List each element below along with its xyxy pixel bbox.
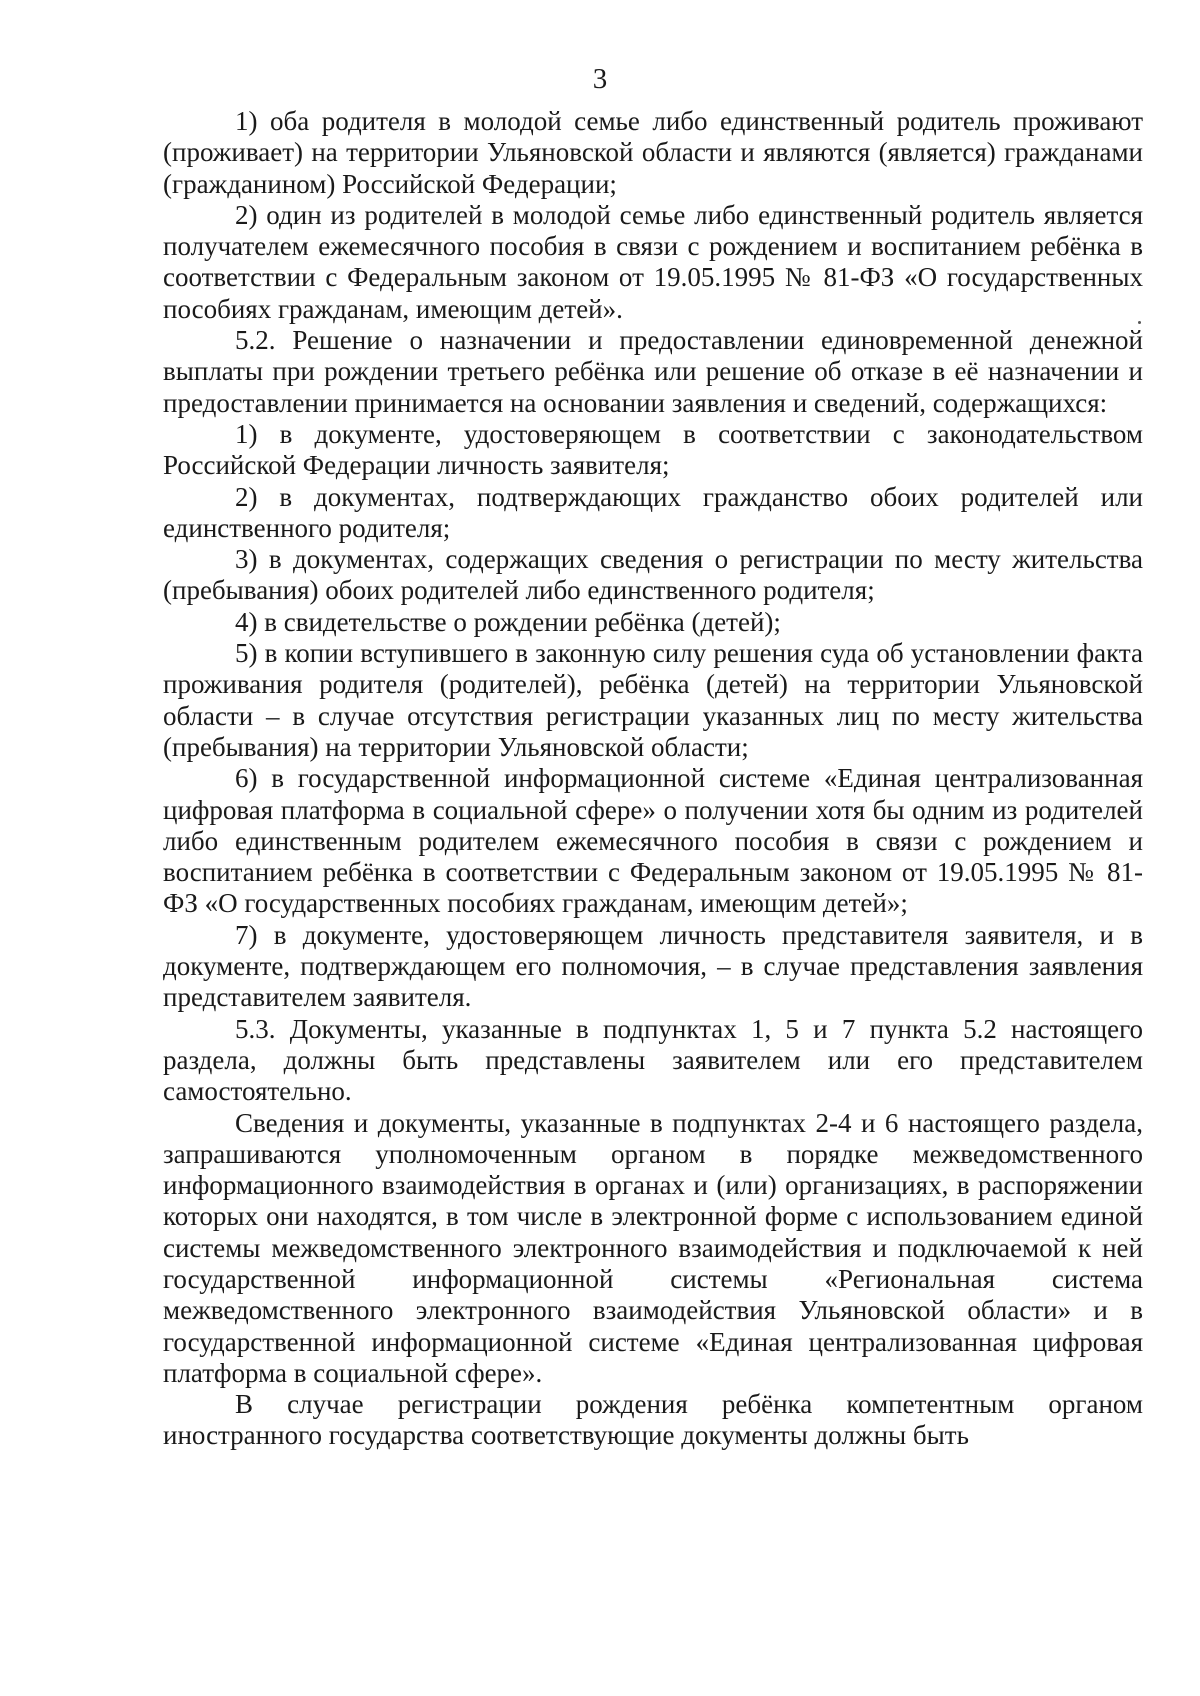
paragraph-sub-5: 5) в копии вступившего в законную силу решения суда об установлении факта проживания родителя (родителей), ребёнка (детей) на территории Ульяновской области – в случае отсутствия регистрации указанных лиц по месту жительства (пребывания) на территории Ульяновской области; (163, 638, 1143, 762)
paragraph-foreign-registration: В случае регистрации рождения ребёнка компетентным органом иностранного государства соответствующие документы должны быть (163, 1389, 1143, 1451)
paragraph-item-2: 2) один из родителей в молодой семье либо единственный родитель является получателем ежемесячного пособия в связи с рождением и воспитанием ребёнка в соответствии с Федеральным законом от 19.05.1995 № 81-ФЗ «О государственных пособиях гражданам, имеющим детей». (163, 199, 1143, 324)
paragraph-sub-6: 6) в государственной информационной системе «Единая централизованная цифровая платформа в социальной сфере» о получении хотя бы одним из родителей либо единственным родителем ежемесячного пособия в связи с рождением и воспитанием ребёнка в соответствии с Федеральным законом от 19.05.1995 № 81-ФЗ «О государственных пособиях гражданам, имеющим детей»; (163, 763, 1143, 919)
paragraph-sub-2: 2) в документах, подтверждающих гражданство обоих родителей или единственного родителя; (163, 481, 1143, 543)
paragraph-sub-4: 4) в свидетельстве о рождении ребёнка (детей); (235, 606, 781, 637)
paragraph-sub-7: 7) в документе, удостоверяющем личность представителя заявителя, и в документе, подтверждающем его полномочия, – в случае представления заявления представителем заявителя. (163, 919, 1143, 1013)
paragraph-sub-3: 3) в документах, содержащих сведения о регистрации по месту жительства (пребывания) обоих родителей либо единственного родителя; (163, 544, 1143, 606)
paragraph-sub-1: 1) в документе, удостоверяющем в соответствии с законодательством Российской Федерации личность заявителя; (163, 418, 1143, 481)
paragraph-item-1: 1) оба родителя в молодой семье либо единственный родитель проживают (проживает) на территории Ульяновской области и являются (является) гражданами (гражданином) Российской Федерации; (163, 106, 1143, 199)
document-body (163, 106, 1143, 1452)
paragraph-section-5-3: 5.3. Документы, указанные в подпунктах 1, 5 и 7 пункта 5.2 настоящего раздела, должны быть представлены заявителем или его представителем самостоятельно. (163, 1013, 1143, 1107)
paragraph-section-5-2: 5.2. Решение о назначении и предоставлении единовременной денежной выплаты при рождении третьего ребёнка или решение об отказе в её назначении и предоставлении принимается на основании заявления и сведений, содержащихся: (163, 325, 1143, 418)
paragraph-interagency-requests: Сведения и документы, указанные в подпунктах 2-4 и 6 настоящего раздела, запрашиваются уполномоченным органом в порядке межведомственного информационного взаимодействия в органах и (или) организациях, в распоряжении которых они находятся, в том числе в электронной форме с использованием единой системы межведомственного электронного взаимодействия и подключаемой к ней государственной информационной системы «Региональная система межведомственного электронного взаимодействия Ульяновской области» и в государственной информационной системе «Единая централизованная цифровая платформа в социальной сфере». (163, 1107, 1143, 1388)
page-number: 3 (592, 63, 608, 95)
